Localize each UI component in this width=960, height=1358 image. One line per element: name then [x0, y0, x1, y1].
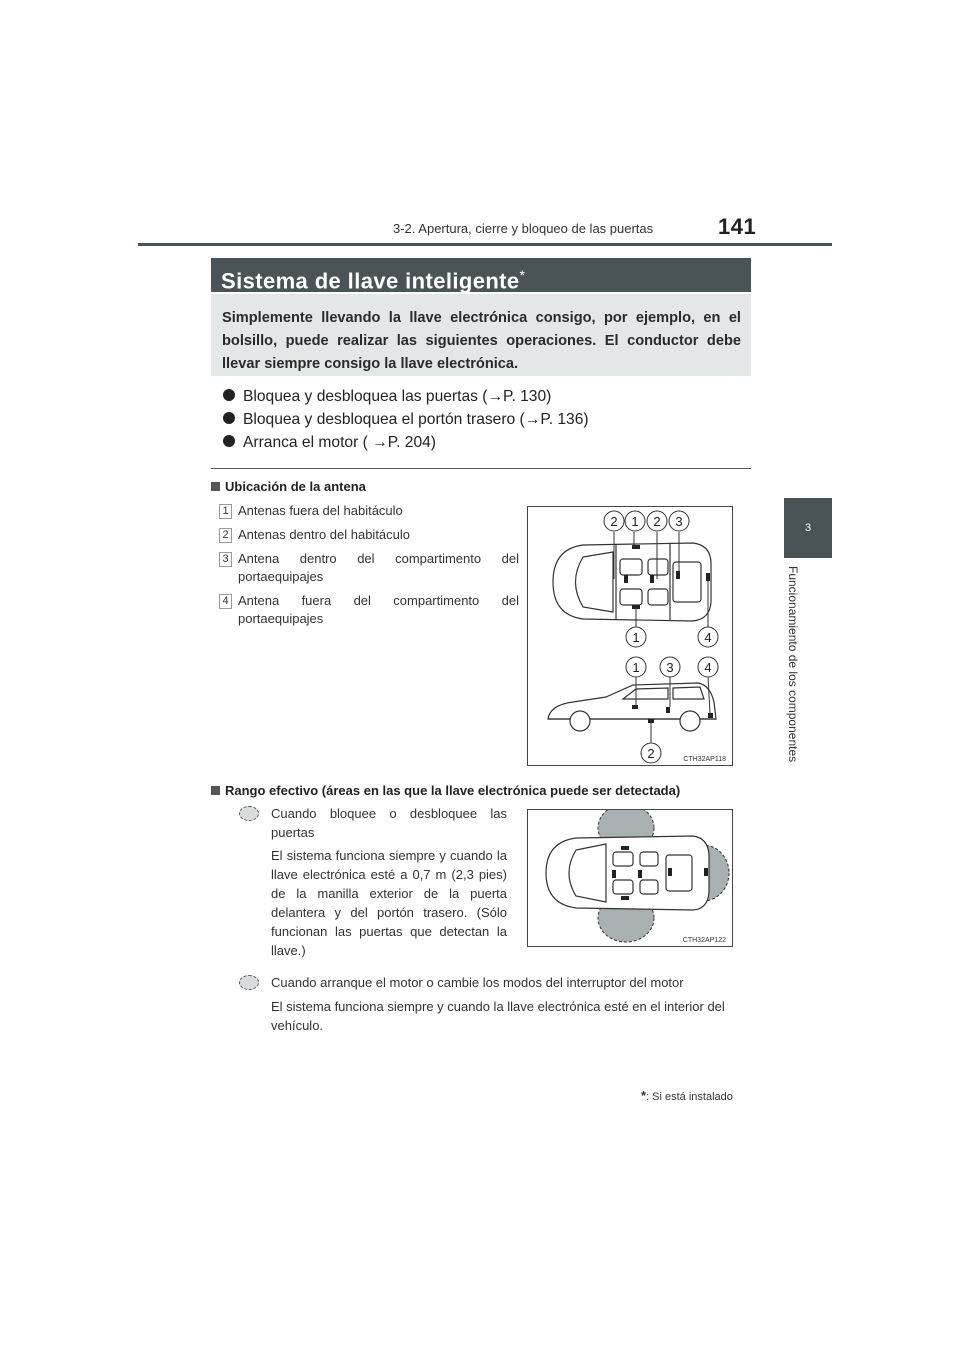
bullet-item — [223, 434, 436, 452]
item-number: 1 — [219, 504, 232, 519]
detection-area-icon — [239, 975, 259, 990]
page-number: 141 — [718, 214, 757, 239]
footnote — [641, 1088, 733, 1103]
title-asterisk: * — [519, 267, 526, 283]
bullet-dot — [223, 412, 235, 424]
section-title — [211, 258, 751, 292]
chapter-title: Funcionamiento de los componentes — [786, 566, 800, 763]
antenna-heading-text: Ubicación de la antena — [225, 479, 366, 494]
bullet-text: Bloquea y desbloquea el portón trasero (→P. 136) — [243, 411, 589, 428]
leader-lines — [614, 532, 708, 627]
antenna-item — [219, 592, 519, 628]
callout-label: 3 — [666, 660, 674, 675]
range-figure — [527, 809, 733, 947]
bullet-dot — [223, 435, 235, 447]
square-bullet-icon — [211, 786, 220, 795]
callout-label: 1 — [631, 514, 639, 529]
antenna-item — [219, 502, 519, 520]
item-number: 2 — [219, 528, 232, 543]
antenna-item-text: Antena fuera del compartimento del portaequipajes — [238, 593, 519, 626]
range-heading — [211, 783, 680, 798]
callout-label: 4 — [704, 660, 712, 675]
range-item-title: Cuando bloquee o desbloquee las puertas — [271, 806, 507, 840]
callout-label: 1 — [632, 660, 640, 675]
callout-label: 2 — [610, 514, 618, 529]
antenna-markers — [624, 545, 710, 609]
chapter-tab: 3 — [784, 498, 832, 558]
callouts-top — [604, 511, 718, 763]
range-heading-text: Rango efectivo (áreas en las que la llave electrónica puede ser detectada) — [225, 783, 681, 798]
callout-label: 1 — [632, 630, 640, 645]
section-divider — [211, 468, 751, 469]
car-top-view — [553, 543, 711, 621]
antenna-item-text: Antenas fuera del habitáculo — [238, 503, 403, 518]
callout-label: 3 — [675, 514, 683, 529]
square-bullet-icon — [211, 482, 220, 491]
item-number: 4 — [219, 594, 232, 609]
callout-label: 2 — [647, 746, 655, 761]
footnote-asterisk: * — [641, 1088, 647, 1103]
antenna-item — [219, 526, 519, 544]
callout-label: 2 — [653, 514, 661, 529]
antenna-item-text: Antena dentro del compartimento del portaequipajes — [238, 551, 519, 584]
antenna-location-figure — [527, 506, 733, 766]
range-item-body: El sistema funciona siempre y cuando la llave electrónica esté en el interior del vehículo. — [271, 999, 725, 1033]
bullet-item — [223, 388, 551, 406]
bullet-item — [223, 411, 589, 429]
title-text: Sistema de llave inteligente — [221, 268, 520, 294]
range-diagram — [528, 810, 732, 946]
detection-area-icon — [239, 806, 259, 821]
side-antenna-markers — [632, 705, 713, 723]
bullet-text: Arranca el motor ( →P. 204) — [243, 434, 436, 451]
antenna-item-text: Antenas dentro del habitáculo — [238, 527, 411, 542]
footnote-text: : Si está instalado — [646, 1091, 733, 1103]
intro-box: Simplemente llevando la llave electrónica consigo, por ejemplo, en el bolsillo, puede realizar las siguientes operaciones. El conductor debe llevar siempre consigo la llave electrónica. — [211, 294, 751, 376]
section-breadcrumb: 3-2. Apertura, cierre y bloqueo de las puertas — [393, 221, 654, 236]
callout-label: 4 — [704, 630, 712, 645]
antenna-diagram — [528, 507, 732, 765]
antenna-heading — [211, 479, 366, 494]
figure-code: CTH32AP118 — [683, 756, 726, 763]
range-item-body: El sistema funciona siempre y cuando la llave electrónica esté a 0,7 m (2,3 pies) de la manilla exterior de la puerta delantera y del portón trasero. (Sólo funcionan las puertas que detectan la llave.) — [271, 848, 507, 958]
header-rule — [138, 243, 832, 246]
antenna-item — [219, 550, 519, 586]
range-item-title: Cuando arranque el motor o cambie los modos del interruptor del motor — [271, 975, 684, 990]
item-number: 3 — [219, 552, 232, 567]
bullet-text: Bloquea y desbloquea las puertas (→P. 130) — [243, 388, 552, 405]
figure-code: CTH32AP122 — [682, 937, 726, 944]
bullet-dot — [223, 389, 235, 401]
